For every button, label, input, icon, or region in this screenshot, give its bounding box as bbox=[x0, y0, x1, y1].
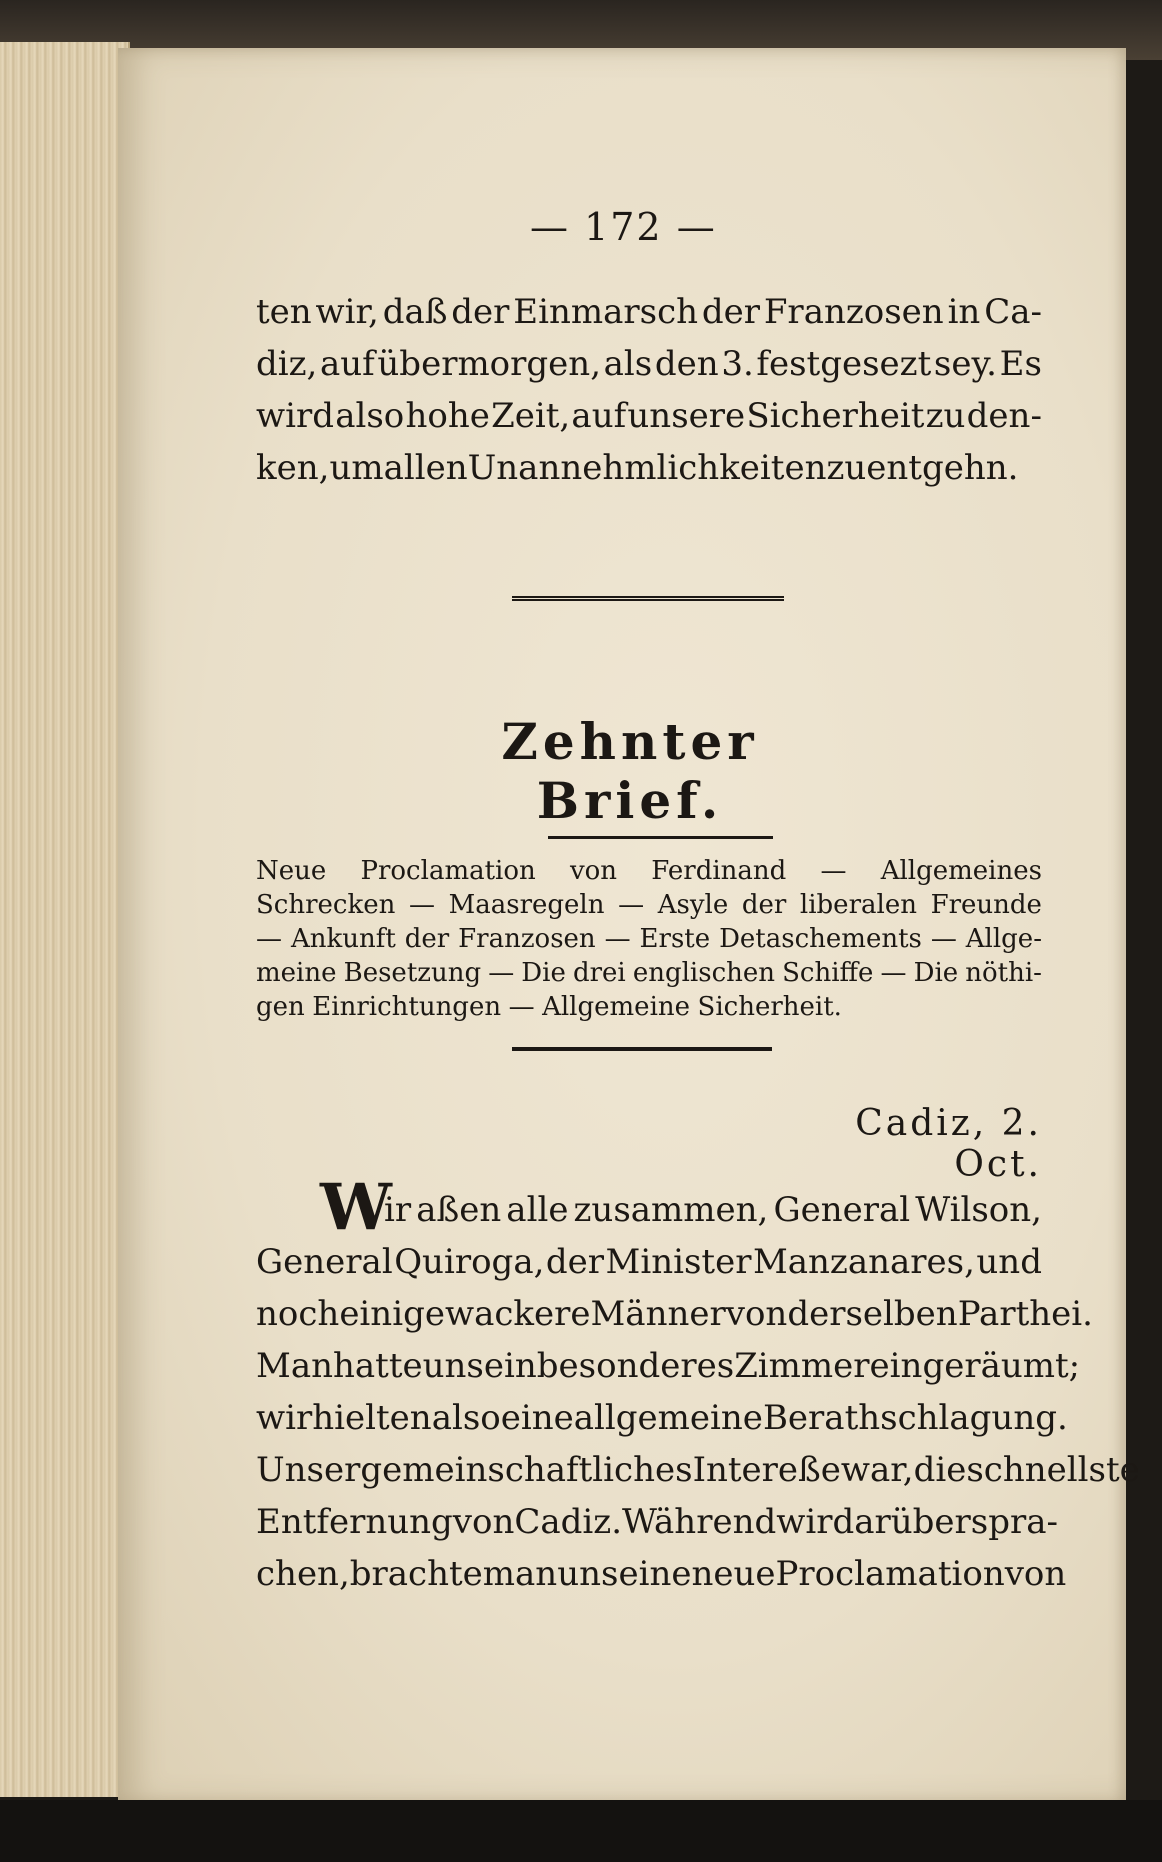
text-line: wird also hohe Zeit, auf unsere Sicherheit zu den- bbox=[256, 396, 1042, 436]
text-line: chen, brachte man uns eine neue Proclamation von bbox=[256, 1554, 1067, 1594]
text-line: noch einige wackere Männer von derselben Parthei. bbox=[256, 1294, 1093, 1334]
text-line: diz, auf übermorgen, als den 3. festgesezt sey. Es bbox=[256, 344, 1042, 384]
heading-rule bbox=[548, 836, 773, 839]
summary-line: gen Einrichtungen — Allgemeine Sicherheit. bbox=[256, 992, 842, 1022]
text-line: Entfernung von Cadiz. Während wir darüber spra- bbox=[256, 1502, 1059, 1542]
text-line: Man hatte uns ein besonderes Zimmer eingeräumt; bbox=[256, 1346, 1081, 1386]
text-line: General Quiroga, der Minister Manzanares, und bbox=[256, 1242, 1042, 1282]
summary-line: Neue Proclamation von Ferdinand — Allgemeines bbox=[256, 856, 1042, 886]
text-line: ken, um allen Unannehmlichkeiten zu entgehn. bbox=[256, 448, 1019, 488]
chapter-heading: Zehnter Brief. bbox=[501, 712, 759, 830]
summary-line: — Ankunft der Franzosen — Erste Detaschements — Allge- bbox=[256, 924, 1042, 954]
text-line: ten wir, daß der Einmarsch der Franzosen in Ca- bbox=[256, 292, 1042, 332]
text-line: wir hielten also eine allgemeine Berathschlagung. bbox=[256, 1398, 1068, 1438]
separator-rule bbox=[512, 596, 784, 601]
summary-line: meine Besetzung — Die drei englischen Schiffe — Die nöthi- bbox=[256, 958, 1042, 988]
book-bottom-edge bbox=[0, 1800, 1162, 1862]
page-stack-edge bbox=[0, 42, 130, 1797]
drop-cap: W bbox=[320, 1170, 392, 1245]
text-line: Unser gemeinschaftliches Intereße war, die schnellste bbox=[256, 1450, 1140, 1490]
dateline: Cadiz, 2. Oct. bbox=[855, 1103, 1042, 1185]
summary-line: Schrecken — Maasregeln — Asyle der liberalen Freunde bbox=[256, 890, 1042, 920]
summary-rule bbox=[512, 1047, 772, 1051]
text-line: ir aßen alle zusammen, General Wilson, bbox=[384, 1190, 1042, 1230]
page-number: — 172 — bbox=[530, 205, 717, 249]
